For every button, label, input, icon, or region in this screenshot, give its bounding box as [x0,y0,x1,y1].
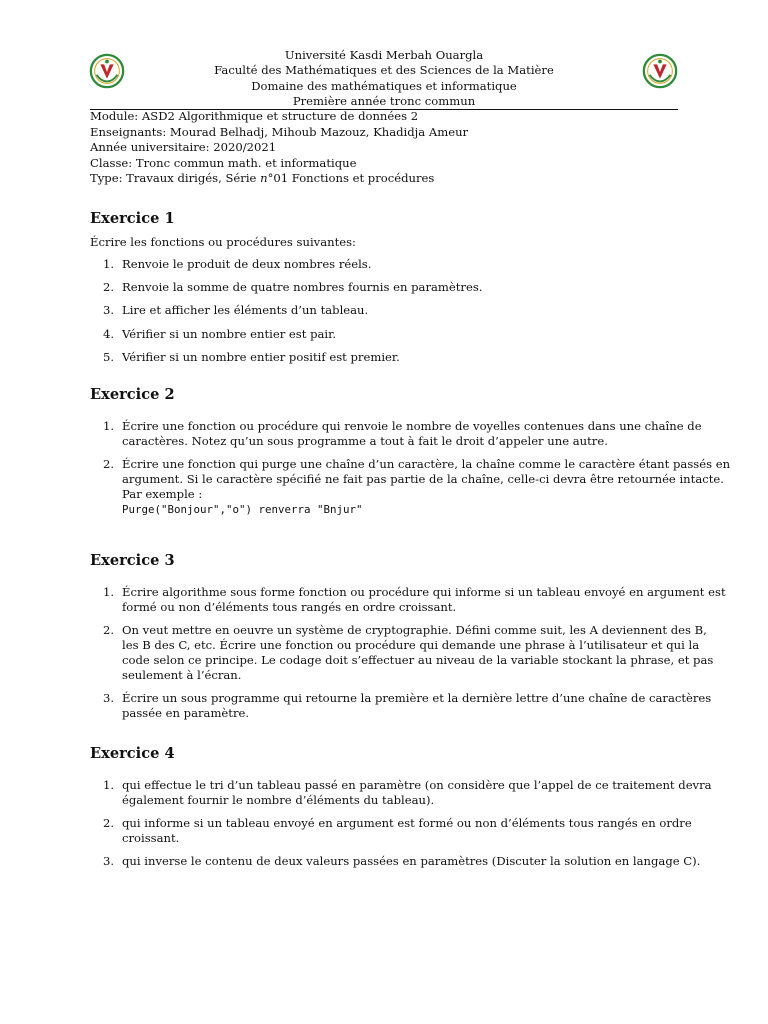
list-item: 5. Vérifier si un nombre entier positif est premier. [103,349,400,364]
list-item: 4. Vérifier si un nombre entier est pair. [103,326,337,341]
document-header [90,48,678,109]
type-line: Type: Travaux dirigés, Série n°01 Fonctions et procédures [90,171,435,185]
exercise-2-list [90,419,731,525]
list-item: 2. Renvoie la somme de quatre nombres fournis en paramètres. [103,280,483,295]
code-example: Purge("Bonjour","o") renverra "Bnjur" [122,503,363,517]
list-item: 1. Écrire algorithme sous forme fonction ou procédure qui informe si un tableau envoyé en argument est formé ou non d’éléments tous rangés en ordre croissant. [103,585,726,614]
list-item: 2. On veut mettre en oeuvre un système de cryptographie. Défini comme suit, les A deviennent des B, les B des C, etc. Écrire une fonction ou procédure qui demande une phrase à l’utilisateur et qui la code selon ce principe. Le codage doit s’effectuer au niveau de la variable stockant la phrase, et pas seulement à l’écran. [103,623,714,683]
exercise-4-list [90,778,712,878]
teachers-line: Enseignants: Mourad Belhadj, Mihoub Mazouz, Khadidja Ameur [90,124,469,139]
list-item: 2. qui informe si un tableau envoyé en argument est formé ou non d’éléments tous rangés en ordre croissant. [103,816,692,846]
year-level: Première année tronc commun [292,93,476,108]
university-name: Université Kasdi Merbah Ouargla [284,48,484,62]
list-item: 2. Écrire une fonction qui purge une chaîne d’un caractère, la chaîne comme le caractère étant passés en argument. Si le caractère spécifié ne fait pas partie de la chaîne, celle-ci devra être retournée intacte. Par exemple : Purge("Bonjour","o") renverra "Bnjur" [103,457,731,517]
module-line: Module: ASD2 Algorithmique et structure de données 2 [90,109,419,123]
course-info [90,109,678,187]
exercise-1-title: Exercice 1 [90,210,175,227]
exercise-1-intro: Écrire les fonctions ou procédures suivantes: [90,235,356,249]
exercise-1-list [90,257,678,373]
document-page [90,0,731,1024]
list-item: 1. Renvoie le produit de deux nombres réels. [103,257,372,271]
domain-name: Domaine des mathématiques et informatique [251,78,517,93]
list-item: 1. qui effectue le tri d’un tableau passé en paramètre (on considère que l’appel de ce traitement devra également fournir le nombre d’éléments du tableau). [103,778,712,807]
exercise-4-title: Exercice 4 [90,745,175,762]
academic-year-line: Année universitaire: 2020/2021 [90,140,277,154]
faculty-name: Faculté des Mathématiques et des Sciences de la Matière [214,63,554,78]
list-item: 3. Écrire un sous programme qui retourne la première et la dernière lettre d’une chaîne de caractères passée en paramètre. [103,691,712,721]
list-item: 3. Lire et afficher les éléments d’un tableau. [103,303,369,318]
list-item: 1. Écrire une fonction ou procédure qui renvoie le nombre de voyelles contenues dans une chaîne de caractères. Notez qu’un sous programme a tout à fait le droit d’appeler une autre. [103,419,702,448]
list-item: 3. qui inverse le contenu de deux valeurs passées en paramètres (Discuter la solution en langage C). [103,854,701,869]
exercise-2-title: Exercice 2 [90,386,175,403]
exercise-3-list [90,585,726,730]
class-line: Classe: Tronc commun math. et informatique [90,155,357,170]
exercise-3-title: Exercice 3 [90,552,175,569]
